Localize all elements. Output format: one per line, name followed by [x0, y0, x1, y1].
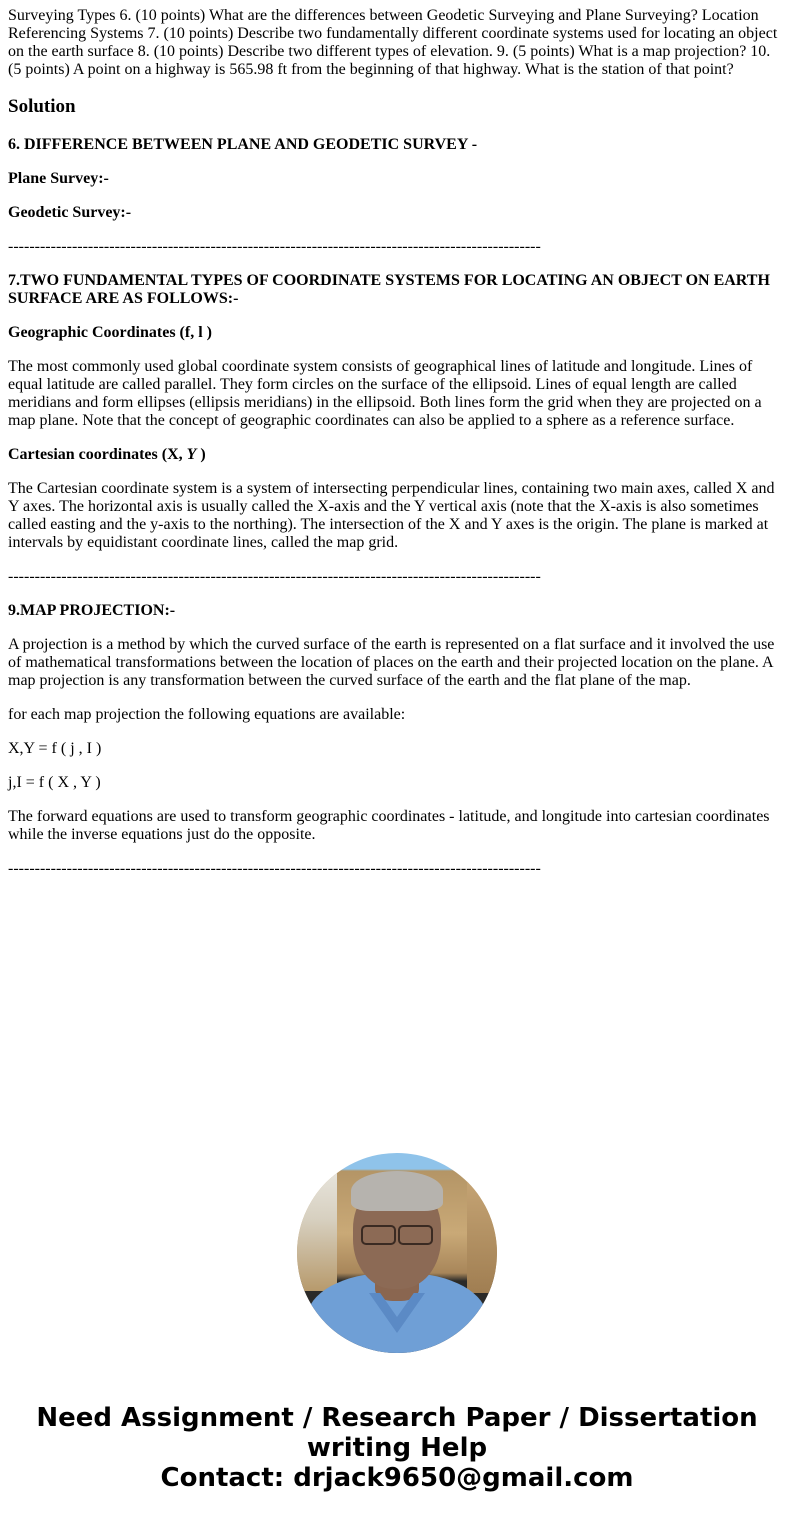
section-7-heading: 7.TWO FUNDAMENTAL TYPES OF COORDINATE SYSTEMS FOR LOCATING AN OBJECT ON EARTH SURFACE ARE AS FOLLOWS:-: [8, 272, 770, 307]
geographic-coordinates-body: The most commonly used global coordinate system consists of geographical lines of latitude and longitude. Lines of equal latitude are called parallel. They form circles on the surface of the ellipsoid. Lines of equal length are called meridians and form ellipses (ellipsis meridians) in the ellipsoid. Both lines form the grid when they are projected on a map plane. Note that the concept of geographic coordinates can also be applied to a sphere as a reference surface.: [8, 358, 762, 429]
author-avatar: [297, 1153, 497, 1353]
glasses-icon: [361, 1225, 433, 1243]
cartesian-heading-suffix: ): [196, 446, 206, 463]
promo-banner: [0, 1403, 794, 1493]
promo-contact: Contact: drjack9650@gmail.com: [160, 1463, 634, 1493]
equations-intro: for each map projection the following equations are available:: [8, 706, 406, 723]
cartesian-coordinates-heading: [8, 446, 786, 464]
avatar-photo: [297, 1153, 497, 1353]
geodetic-survey-label: Geodetic Survey:-: [8, 204, 132, 221]
cartesian-heading-prefix: Cartesian coordinates (X,: [8, 446, 187, 463]
divider: ----------------------------------------------------------------------------------------------------: [8, 568, 541, 585]
section-6-heading: 6. DIFFERENCE BETWEEN PLANE AND GEODETIC SURVEY -: [8, 136, 478, 153]
section-9-heading: 9.MAP PROJECTION:-: [8, 602, 176, 619]
cartesian-coordinates-body: The Cartesian coordinate system is a system of intersecting perpendicular lines, containing two main axes, called X and Y axes. The horizontal axis is usually called the X-axis and the Y vertical axis (note that the X-axis is also sometimes called easting and the y-axis to the northing). The intersection of the X and Y axes is the origin. The plane is marked at intervals by equidistant coordinate lines, called the map grid.: [8, 480, 775, 551]
plane-survey-label: Plane Survey:-: [8, 170, 109, 187]
cartesian-heading-y: Y: [186, 446, 197, 463]
inverse-equation: j,I = f ( X , Y ): [8, 774, 101, 791]
map-projection-body: A projection is a method by which the curved surface of the earth is represented on a flat surface and it involved the use of mathematical transformations between the location of places on the earth and their projected location on the plane. A map projection is any transformation between the curved surface of the earth and the flat plane of the map.: [8, 636, 775, 689]
promo-line-1: Need Assignment / Research Paper / Dissertation: [36, 1403, 758, 1433]
equations-conclusion: The forward equations are used to transform geographic coordinates - latitude, and longitude into cartesian coordinates while the inverse equations just do the opposite.: [8, 808, 770, 843]
geographic-coordinates-heading: Geographic Coordinates (f, l ): [8, 324, 212, 341]
forward-equation: X,Y = f ( j , I ): [8, 740, 102, 757]
question-text: Surveying Types 6. (10 points) What are the differences between Geodetic Surveying and Plane Surveying? Location Referencing Systems 7. (10 points) Describe two fundamentally different coordinate systems used for locating an object on the earth surface 8. (10 points) Describe two different types of elevation. 9. (5 points) What is a map projection? 10. (5 points) A point on a highway is 565.98 ft from the beginning of that highway. What is the station of that point?: [8, 7, 778, 78]
divider: ----------------------------------------------------------------------------------------------------: [8, 238, 541, 255]
divider: ----------------------------------------------------------------------------------------------------: [8, 860, 541, 877]
promo-line-2: writing Help: [306, 1433, 488, 1463]
solution-title: Solution: [8, 96, 76, 117]
